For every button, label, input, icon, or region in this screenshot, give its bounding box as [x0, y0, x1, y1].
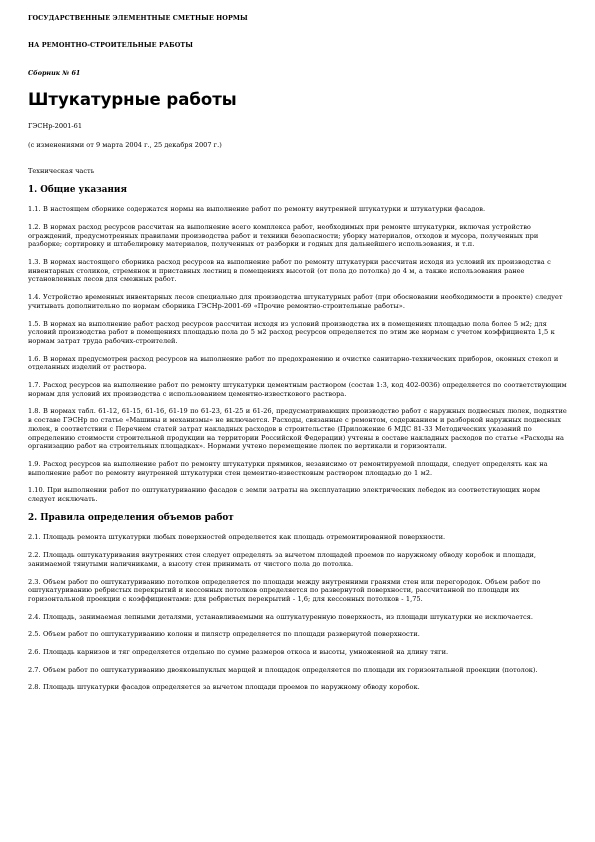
- amendments-note: (с изменениями от 9 марта 2004 г., 25 декабря 2007 г.): [28, 141, 222, 150]
- tech-part-label: Техническая часть: [28, 166, 95, 175]
- section-heading-volume-rules: 2. Правила определения объемов работ: [28, 512, 234, 523]
- paragraph-1-7: 1.7. Расход ресурсов на выполнение работ по ремонту штукатурки цементным раствором (состав 1:3, код 402-0036) определяется по соответствующим нормам для условий их производства с использованием цементно-известкового раствора.: [28, 381, 567, 398]
- paragraph-2-8: 2.8. Площадь штукатурки фасадов определяется за вычетом площади проемов по наружному обводу коробок.: [28, 683, 420, 692]
- document-title: Штукатурные работы: [28, 90, 237, 110]
- header-line-1: ГОСУДАРСТВЕННЫЕ ЭЛЕМЕНТНЫЕ СМЕТНЫЕ НОРМЫ: [28, 14, 248, 22]
- paragraph-1-8: 1.8. В нормах табл. 61-12, 61-15, 61-16, 61-19 по 61-23, 61-25 и 61-26, предусматривающих производство работ с наружных подвесных люлек, поднятие в составе ГЭСНр по статье «Машины и механизмы» не включается. Расходы, связанные с ремонтом, содержанием и разборкой наружных подвесных люлек, в соответствии с Перечнем статей затрат накладных расходов в строительстве (Приложение 6 МДС 81-33 Методических указаний по определению стоимости строительной продукции на территории Российской Федерации) учтены в составе накладных расходов по статье «Расходы на организацию работ на строительных площадках». Нормами учтено перемещение люлек по вертикали и горизонтали.: [28, 407, 567, 451]
- paragraph-2-7: 2.7. Объем работ по оштукатуриванию двояковыпуклых марщей и площадок определяется по площади их горизонтальной проекции (потолок).: [28, 665, 538, 674]
- paragraph-1-2: 1.2. В нормах расход ресурсов рассчитан на выполнение всего комплекса работ, необходимых при ремонте штукатурки, включая устройство ограждений, предусмотренных правилами производства работ и техники безопасности; уборку материалов, отходов и мусора, полученных при разборке; сортировку и штабелировку материалов, полученных от разборки и годных для дальнейшего использования, и т.п.: [28, 222, 539, 249]
- paragraph-1-10: 1.10. При выполнении работ по оштукатуриванию фасадов с земли затраты на эксплуатацию электрических лебедок из соответствующих норм следует исключать.: [28, 486, 540, 504]
- collection-number: Сборник № 61: [28, 68, 81, 77]
- section-heading-general: 1. Общие указания: [28, 184, 127, 195]
- paragraph-2-4: 2.4. Площадь, занимаемая лепными деталями, устанавливаемыми на оштукатуренную поверхность, из площади штукатурки не исключается.: [28, 612, 533, 621]
- paragraph-1-3: 1.3. В нормах настоящего сборника расход ресурсов на выполнение работ по ремонту штукатурки рассчитан исходя из условий их производства с инвентарных столиков, стремянок и приставных лестниц в помещениях высотой (от пола до потолка) до 4 м, а также использования ранее установленных лесов для смежных работ.: [28, 258, 551, 284]
- paragraph-1-5: 1.5. В нормах на выполнение работ расход ресурсов рассчитан исходя из условий производства их в помещениях площадью пола более 5 м2; для условий производства работ в помещениях площадью пола до 5 м2 расход ресурсов определяется по этим же нормам с учетом коэффициента 1,5 к нормам затрат труда рабочих-строителей.: [28, 319, 555, 345]
- document-code: ГЭСНр-2001-61: [28, 121, 83, 130]
- header-line-2: НА РЕМОНТНО-СТРОИТЕЛЬНЫЕ РАБОТЫ: [28, 41, 194, 50]
- paragraph-2-6: 2.6. Площадь карнизов и тяг определяется отдельно по сумме размеров откоса и высоты, умноженной на длину тяги.: [28, 648, 449, 657]
- paragraph-1-1: 1.1. В настоящем сборнике содержатся нормы на выполнение работ по ремонту внутренней штукатурки и штукатурки фасадов.: [28, 205, 486, 214]
- paragraph-2-1: 2.1. Площадь ремонта штукатурки любых поверхностей определяется как площадь отремонтированной поверхности.: [28, 533, 446, 542]
- paragraph-2-3: 2.3. Объем работ по оштукатуриванию потолков определяется по площади между внутренними гранями стен или перегородок. Объем работ по оштукатуриванию ребристых перекрытий и кессонных потолков определяется по развернутой поверхности, рассчитанной по площади их горизонтальной проекции с коэффициентами: для ребристых перекрытий - 1,6; для кессонных потолков - 1,75.: [28, 577, 541, 603]
- paragraph-2-5: 2.5. Объем работ по оштукатуриванию колонн и пилястр определяется по площади развернутой поверхности.: [28, 630, 420, 639]
- paragraph-1-4: 1.4. Устройство временных инвентарных лесов специально для производства штукатурных работ (при обосновании необходимости в проекте) следует учитывать дополнительно по нормам сборника ГЭСНр-2001-69 «Прочие ремонтно-строительные работы».: [28, 293, 563, 310]
- paragraph-2-2: 2.2. Площадь оштукатуривания внутренних стен следует определять за вычетом площадей проемов по наружному обводу коробок и площади, занимаемой тянутыми наличниками, а высоту стен принимать от чистого пола до потолка.: [28, 551, 537, 568]
- paragraph-1-9: 1.9. Расход ресурсов на выполнение работ по ремонту штукатурки прямиков, независимо от ремонтируемой площади, следует определять как на выполнение работ по ремонту внутренней штукатурки стен цементно-известковым раствором площадью до 1 м2.: [28, 459, 548, 477]
- paragraph-1-6: 1.6. В нормах предусмотрен расход ресурсов на выполнение работ по предохранению и очистке санитарно-технических приборов, оконных стекол и отделанных изделий от раствора.: [28, 354, 559, 372]
